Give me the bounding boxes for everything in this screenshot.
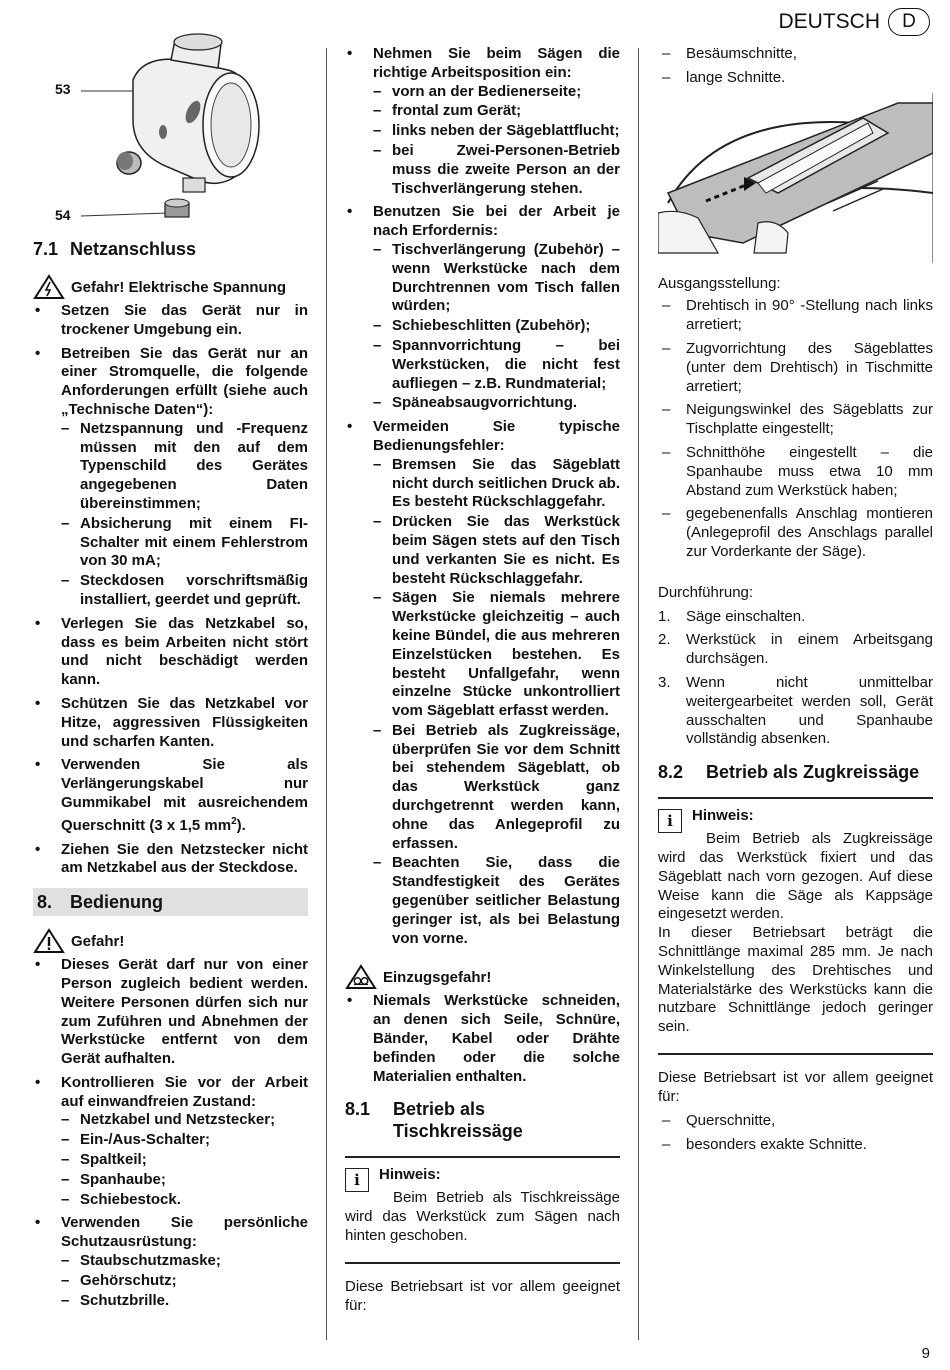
list-item-text: Kontrollieren Sie vor der Arbeit auf einwandfreien Zustand: [61, 1073, 308, 1110]
danger-text: Gefahr! Elektrische Spannung [71, 278, 287, 296]
list-item: – besonders exakte Schnitte. [658, 1136, 933, 1155]
sub-list-item: – Spaltkeil; [61, 1151, 308, 1170]
list-item: – Drehtisch in 90° -Stellung nach links arretiert; [658, 297, 933, 335]
step-item [658, 631, 933, 669]
note-box-pull-saw [658, 797, 933, 1037]
list-item: – Querschnitte, [658, 1112, 933, 1131]
note-box-table-saw [345, 1156, 620, 1245]
danger-text: Gefahr! [71, 932, 125, 950]
step-item [658, 674, 933, 749]
electric-warning-icon [33, 274, 65, 300]
dust-adapter-illustration [33, 0, 308, 230]
list-item [33, 756, 308, 835]
safety-list-entanglement [345, 992, 620, 1086]
section-number: 7.1 [33, 239, 59, 259]
sub-list [61, 420, 308, 610]
note-title: Hinweis: [379, 1166, 441, 1184]
info-icon: i [345, 1168, 369, 1192]
step-number: 1. [658, 607, 671, 625]
sub-list [61, 1111, 308, 1209]
section-heading-7-1 [33, 238, 308, 260]
section-number: 8.1 [345, 1099, 371, 1120]
procedure-steps [658, 608, 933, 750]
sub-list-item: – Tischverlängerung (Zubehör) – wenn Werkstücke nach dem Durchtrennen vom Tisch fallen würden; [373, 241, 620, 316]
section-number: 8.2 [658, 762, 684, 783]
suitability-block [345, 1262, 620, 1316]
column-right [658, 45, 933, 1160]
sub-list-item: – vorn an der Bedienerseite; [373, 83, 620, 102]
list-item-text: Verlegen Sie das Netzkabel so, dass es beim Arbeiten nicht stört und nicht beschädigt werden kann. [61, 614, 308, 689]
sub-list-item: – Spannvorrichtung – bei Werkstücken, die nicht fest aufliegen – z.B. Rundmaterial; [373, 337, 620, 393]
suitability-list [658, 1112, 933, 1155]
list-item-text: Benutzen Sie bei der Arbeit je nach Erfordernis: [373, 203, 620, 240]
list-item: – Besäumschnitte, [658, 45, 933, 64]
sub-list-item: – Bei Betrieb als Zugkreissäge, überprüfen Sie vor dem Schnitt bei stehendem Sägeblatt, ob das Werkstück ganz durchgetrennt werden kann, ohne das Anlegeprofil zu erfassen. [373, 722, 620, 854]
sub-list-item: – links neben der Sägeblattflucht; [373, 122, 620, 141]
list-item [345, 203, 620, 413]
list-item: – Schnitthöhe eingestellt – die Spanhaube muss etwa 10 mm Abstand zum Werkstück haben; [658, 444, 933, 500]
list-item [33, 302, 308, 340]
step-item [658, 608, 933, 627]
safety-list-electric [33, 302, 308, 878]
danger-text: Einzugsgefahr! [383, 968, 492, 986]
start-position-heading: Ausgangsstellung: [658, 274, 781, 292]
suitability-block [658, 1053, 933, 1155]
section-title: Bedienung [70, 892, 163, 913]
step-number: 3. [658, 673, 671, 691]
info-icon: i [658, 809, 682, 833]
sub-list-item: – Spanhaube; [61, 1171, 308, 1190]
sub-list-item: – Bremsen Sie das Sägeblatt nicht durch seitlichen Druck ab. Es besteht Rückschlaggefahr. [373, 456, 620, 512]
list-item-text: Niemals Werkstücke schneiden, an denen sich Seile, Schnüre, Bänder, Kabel oder Drähte befinden oder die solche Materialien enthalten. [373, 992, 620, 1085]
list-item-text: Dieses Gerät darf nur von einer Person zugleich bedient werden. Weitere Personen dürfen sich nur zum Zuführen und Abnehmen der Werkstücke entfernt von dem Gerät aufhalten. [61, 956, 308, 1068]
entanglement-warning-icon [345, 964, 377, 990]
procedure-heading: Durchführung: [658, 583, 754, 601]
list-item-text: Verwenden Sie als Verlängerungskabel nur Gummikabel mit ausreichendem Querschnitt (3 x 1,5 mm [61, 756, 308, 834]
warning-icon [33, 928, 65, 954]
list-item-text: Schützen Sie das Netzkabel vor Hitze, aggressiven Flüssigkeiten und scharfen Kanten. [61, 694, 308, 750]
list-item-text: Setzen Sie das Gerät nur in trockener Umgebung ein. [61, 302, 308, 338]
sub-list-item: – Beachten Sie, dass die Standfestigkeit des Gerätes gegenüber seitlicher Belastung geringer ist, als bei Belastung von vorne. [373, 854, 620, 948]
table-saw-illustration [658, 93, 933, 263]
list-item [33, 615, 308, 690]
sub-list [373, 456, 620, 949]
sub-list-item: – bei Zwei-Personen-Betrieb muss die zweite Person an der Tischverlängerung stehen. [373, 142, 620, 198]
safety-list-operation [33, 956, 308, 1310]
list-item-text: ). [236, 816, 246, 834]
danger-electric-warning [33, 274, 308, 300]
list-item [33, 841, 308, 879]
section-title: Netzanschluss [70, 239, 197, 259]
page-number: 9 [921, 1345, 930, 1362]
superscript: 2 [231, 815, 237, 827]
sub-list-item: – Gehörschutz; [61, 1272, 308, 1291]
danger-entanglement-warning [345, 964, 620, 990]
list-item [33, 1074, 308, 1210]
safety-list-work [345, 45, 620, 948]
list-item [33, 695, 308, 751]
list-item-text: Verwenden Sie persönliche Schutzausrüstung: [61, 1214, 308, 1251]
sub-list-item: – Späneabsaugvorrichtung. [373, 394, 620, 413]
list-item [33, 1214, 308, 1310]
sub-list-item: – Schiebeschlitten (Zubehör); [373, 317, 620, 336]
list-item [345, 992, 620, 1086]
list-item-text: Vermeiden Sie typische Bedienungsfehler: [373, 418, 620, 454]
list-item [345, 418, 620, 948]
list-item-text: Nehmen Sie beim Sägen die richtige Arbeitsposition ein: [373, 45, 620, 81]
figure-label-53: 53 [55, 81, 71, 97]
step-number: 2. [658, 631, 671, 649]
section-title: Betrieb als Zugkreissäge [706, 762, 920, 783]
figure-label-54: 54 [55, 207, 71, 223]
note-title: Hinweis: [692, 807, 754, 825]
sub-list-item: – frontal zum Gerät; [373, 102, 620, 121]
step-text: Werkstück in einem Arbeitsgang durchsägen. [686, 631, 933, 668]
cut-types-list [658, 45, 933, 88]
list-item-text: Ziehen Sie den Netzstecker nicht am Netzkabel aus der Steckdose. [61, 840, 308, 877]
start-position-list [658, 297, 933, 561]
step-text: Wenn nicht unmittelbar weitergearbeitet werden soll, Gerät ausschalten und Spanhaube vollständig absenken. [686, 673, 933, 748]
column-divider [326, 48, 327, 1340]
column-divider [638, 48, 639, 1340]
section-heading-8 [33, 888, 308, 916]
suitability-text: Diese Betriebsart ist vor allem geeignet für: [345, 1277, 620, 1314]
note-text: In dieser Betriebsart beträgt die Schnittlänge maximal 285 mm. Je nach Winkelstellung des Drehtisches und Materialstärke des Werkstücks kann die nutzbare Schnittlänge jedoch geringer sein. [658, 924, 933, 1036]
section-number: 8. [37, 892, 53, 913]
sub-list-item: – Schiebestock. [61, 1191, 308, 1210]
sub-list-item: – Drücken Sie das Werkstück beim Sägen stets auf den Tisch und verkanten Sie es nicht. Es besteht Rückschlaggefahr. [373, 513, 620, 588]
list-item [345, 45, 620, 198]
list-item [33, 956, 308, 1069]
sub-list-item: – Steckdosen vorschriftsmäßig installiert, geerdet und geprüft. [61, 572, 308, 610]
danger-warning [33, 928, 308, 954]
figure-dust-adapter [33, 0, 308, 230]
language-header [778, 8, 930, 36]
sub-list [61, 1252, 308, 1310]
list-item: – Zugvorrichtung des Sägeblattes (unter dem Drehtisch) in Tischmitte arretiert; [658, 340, 933, 396]
language-label: DEUTSCH [778, 10, 880, 33]
section-heading-8-2 [658, 761, 933, 783]
suitability-text: Diese Betriebsart ist vor allem geeignet für: [658, 1068, 933, 1105]
column-middle [345, 45, 620, 1315]
sub-list-item: – Ein-/Aus-Schalter; [61, 1131, 308, 1150]
step-text: Säge einschalten. [686, 607, 806, 625]
list-item: – gegebenenfalls Anschlag montieren (Anlegeprofil des Anschlags parallel zur Vorderkante der Säge). [658, 505, 933, 561]
note-text: Beim Betrieb als Zugkreissäge wird das Werkstück fixiert und das Sägeblatt nach vorn gezogen. Auf diese Weise kann die Säge als Kappsäge eingesetzt werden. [658, 830, 933, 923]
column-left [33, 0, 308, 1315]
note-text: Beim Betrieb als Tischkreissäge wird das Werkstück zum Sägen nach hinten geschoben. [345, 1189, 620, 1245]
section-title: Betrieb als Tischkreissäge [393, 1099, 523, 1142]
sub-list-item: – Absicherung mit einem FI-Schalter mit einem Fehlerstrom von 30 mA; [61, 515, 308, 571]
language-badge: D [888, 8, 930, 36]
sub-list-item: – Sägen Sie niemals mehrere Werkstücke gleichzeitig – auch keine Bündel, die aus mehreren Einzelstücken bestehen. Es besteht Unfallgefahr, wenn einzelne Stücke unkontrolliert vom Sägeblatt erfasst werden. [373, 589, 620, 721]
sub-list [373, 241, 620, 413]
sub-list-item: – Netzkabel und Netzstecker; [61, 1111, 308, 1130]
sub-list-item: – Schutzbrille. [61, 1292, 308, 1311]
section-heading-8-1 [345, 1098, 620, 1142]
sub-list [373, 83, 620, 199]
sub-list-item: – Staubschutzmaske; [61, 1252, 308, 1271]
sub-list-item: – Netzspannung und -Frequenz müssen mit den auf dem Typenschild des Gerätes angegebenen Daten übereinstimmen; [61, 420, 308, 514]
list-item-text: Betreiben Sie das Gerät nur an einer Stromquelle, die folgende Anforderungen erfüllt (siehe auch „Technische Daten“): [61, 344, 308, 418]
list-item: – lange Schnitte. [658, 69, 933, 88]
list-item: – Neigungswinkel des Sägeblatts zur Tischplatte eingestellt; [658, 401, 933, 439]
list-item [33, 345, 308, 610]
